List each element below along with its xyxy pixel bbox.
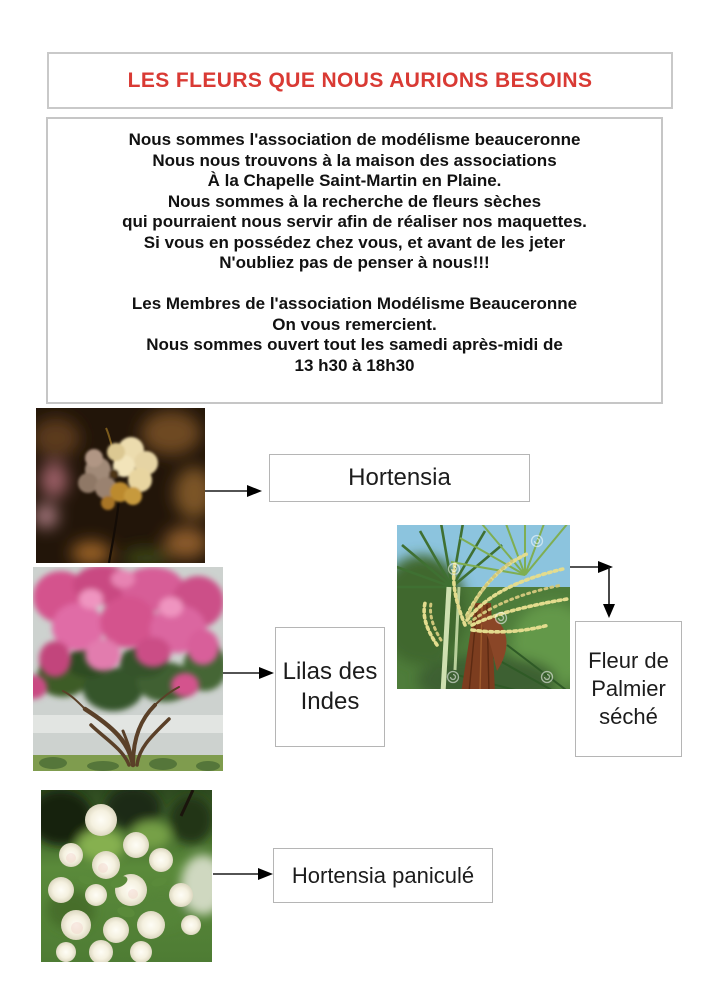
intro-line: Nous sommes à la recherche de fleurs sèches [167,191,542,211]
flower-label: Hortensia [348,464,451,491]
intro-line: N'oubliez pas de penser à nous!!! [219,253,490,272]
label-box-hortensia-panicule [273,848,493,903]
palm-flower-image [397,525,570,693]
lilas-des-indes-photo [33,567,223,771]
intro-line: Si vous en possédez chez vous, et avant de les jeter [143,232,566,252]
lilas-des-indes-image [33,567,223,771]
intro-line-blank [48,274,661,295]
flower-label: Hortensia paniculé [291,862,475,888]
label-box-lilas-des-indes [275,627,385,747]
arrow-right-icon [223,666,275,680]
palm-flower-photo [397,525,570,693]
arrow-down-icon [602,567,616,619]
dried-hortensia-image [36,408,205,563]
flower-label: Fleur de Palmier séché [588,648,669,729]
intro-line: Les Membres de l'association Modélisme Beauceronne [131,294,578,313]
intro-line: Nous sommes l'association de modélisme beauceronne [128,130,581,149]
intro-line: 13 h30 à 18h30 [294,355,415,375]
arrow-right-icon [205,484,263,498]
intro-line: qui pourraient nous servir afin de réaliser nos maquettes. [122,212,587,231]
flower-label: Lilas des Indes [282,658,378,715]
intro-line: À la Chapelle Saint-Martin en Plaine. [207,171,502,190]
label-box-hortensia [269,454,530,502]
intro-box [46,117,663,404]
title-box [47,52,673,109]
hortensia-panicule-photo [41,790,212,962]
arrow-right-icon [213,867,274,881]
intro-line: Nous sommes ouvert tout les samedi après-midi de [146,335,563,354]
intro-line: Nous nous trouvons à la maison des associations [152,150,557,170]
hortensia-panicule-image [41,790,212,962]
label-box-fleur-de-palmier [575,621,682,757]
intro-line: On vous remercient. [272,314,437,334]
dried-hortensia-photo [36,408,205,563]
page-title: LES FLEURS QUE NOUS AURIONS BESOINS [127,68,593,92]
